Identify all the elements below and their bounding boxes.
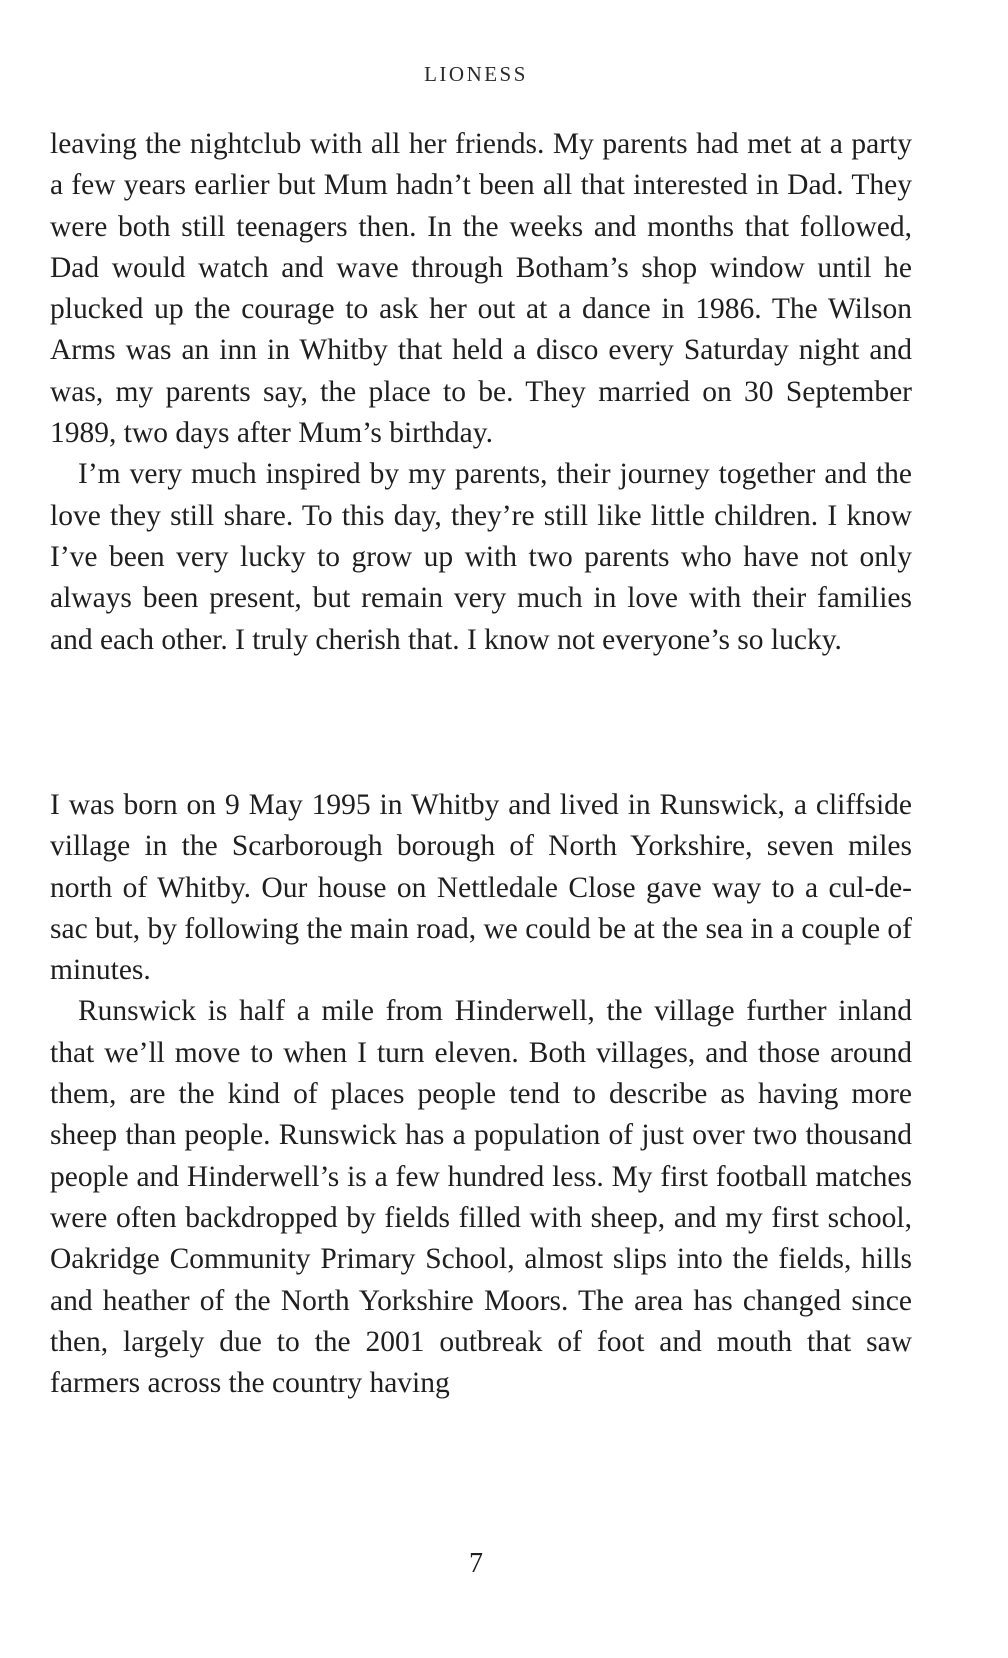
paragraph: I was born on 9 May 1995 in Whitby and lived in Runswick, a cliffside village in the Scarborough borough of North Yorkshire, seven miles north of Whitby. Our house on Nettledale Close gave way to a cul-de-sac but, by following the main road, we could be at the sea in a couple of minutes. [50,789,912,987]
paragraph: leaving the nightclub with all her friends. My parents had met at a party a few years earlier but Mum hadn’t been all that interested in Dad. They were both still teenagers then. In the weeks and months that followed, Dad would watch and wave through Botham’s shop window until he plucked up the courage to ask her out at a dance in 1986. The Wilson Arms was an inn in Whitby that held a disco every Saturday night and was, my parents say, the place to be. They married on 30 September 1989, two days after Mum’s birthday. [50,128,912,450]
paragraph: I’m very much inspired by my parents, their journey together and the love they still share. To this day, they’re still like little children. I know I’ve been very lucky to grow up with two parents who have not only always been present, but remain very much in love with their families and each other. I truly cherish that. I know not everyone’s so lucky. [50,458,912,656]
text-section-two [50,785,912,1404]
text-section-one [50,124,912,661]
running-head-title: LIONESS [424,62,528,86]
paragraph: Runswick is half a mile from Hinderwell, the village further inland that we’ll move to when I turn eleven. Both villages, and those around them, are the kind of places people tend to describe as having more sheep than people. Runswick has a population of just over two thousand people and Hinderwell’s is a few hundred less. My first football matches were often backdropped by fields filled with sheep, and my first school, Oakridge Community Primary School, almost slips into the fields, hills and heather of the North Yorkshire Moors. The area has changed since then, largely due to the 2001 outbreak of foot and mouth that saw farmers across the country having [50,995,912,1400]
page-number: 7 [469,1548,483,1579]
